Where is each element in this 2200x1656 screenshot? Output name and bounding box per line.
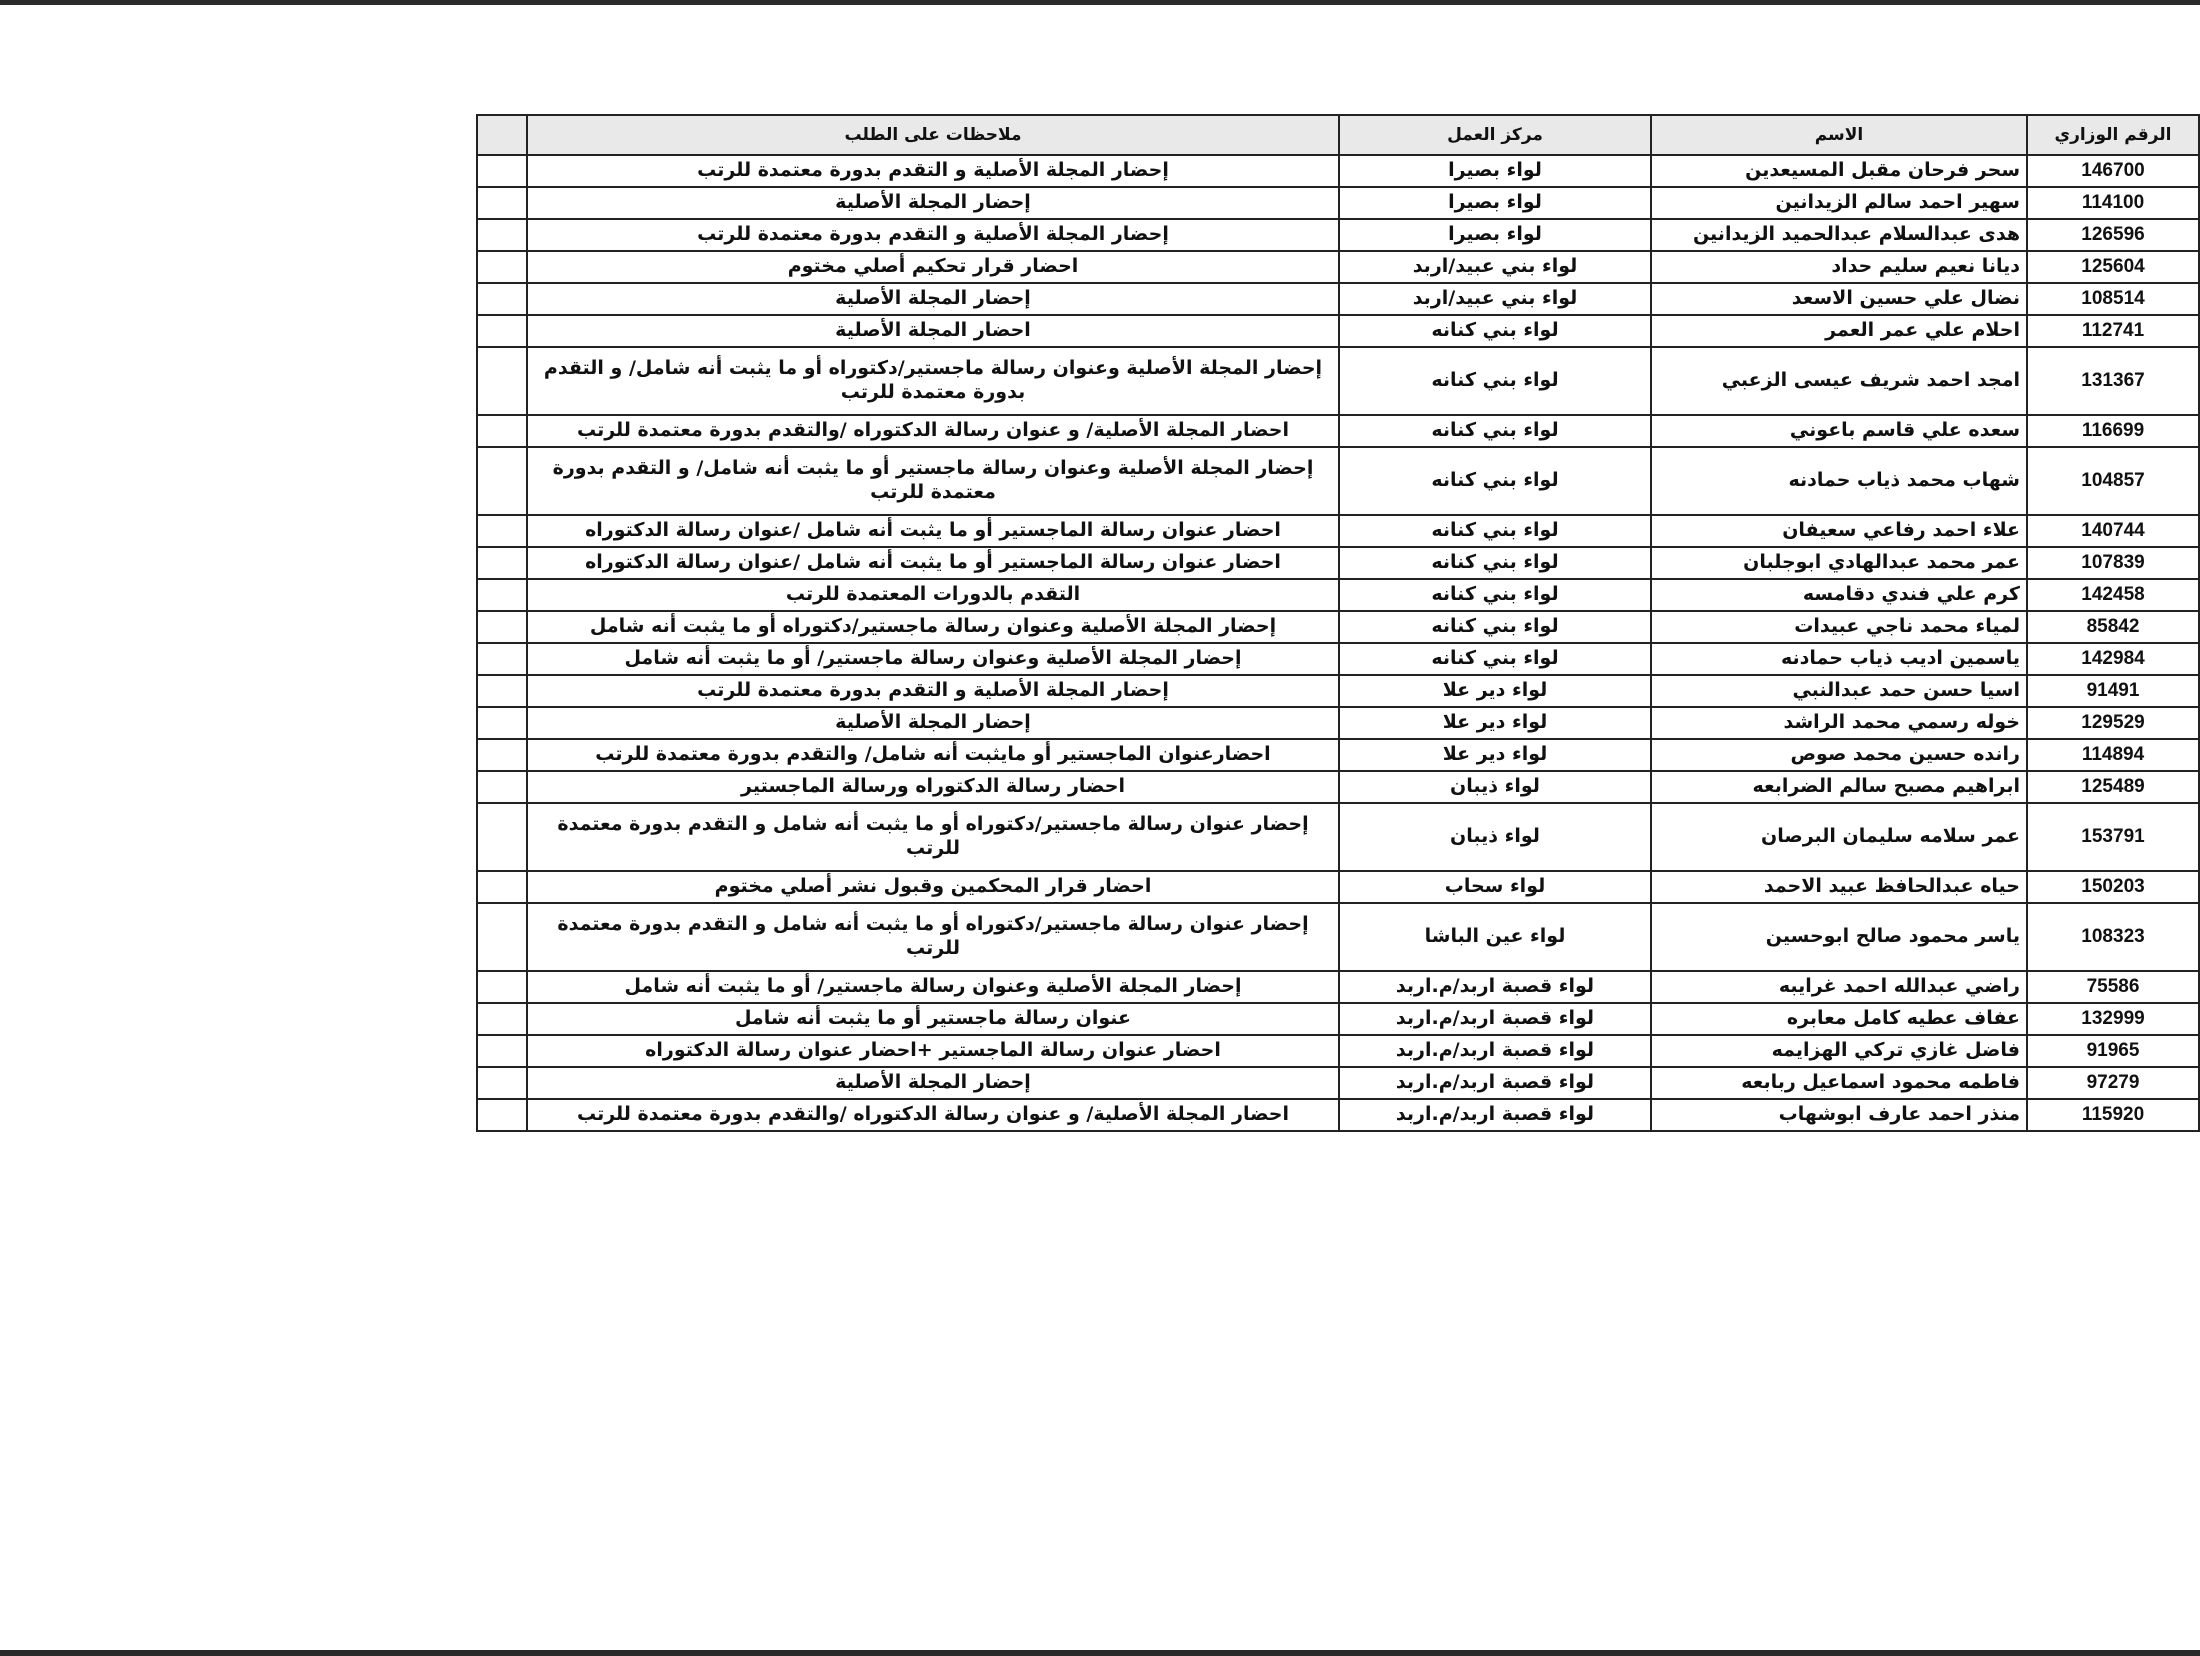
notes-cell: احضار عنوان رسالة الماجستير +احضار عنوان رسالة الدكتوراه [527, 1035, 1339, 1067]
work-center-cell: لواء بني كنانه [1339, 347, 1651, 415]
margin-cell [477, 707, 527, 739]
table-row [477, 643, 2199, 675]
ministry-number-cell: 142984 [2027, 643, 2199, 675]
work-center-cell: لواء دير علا [1339, 707, 1651, 739]
ministry-number-cell: 150203 [2027, 871, 2199, 903]
ministry-number-cell: 108514 [2027, 283, 2199, 315]
notes-cell: احضار المجلة الأصلية [527, 315, 1339, 347]
margin-cell [477, 871, 527, 903]
name-cell: ياسمين اديب ذياب حمادنه [1651, 643, 2027, 675]
margin-cell [477, 155, 527, 187]
work-center-cell: لواء سحاب [1339, 871, 1651, 903]
header-name: الاسم [1651, 115, 2027, 155]
margin-cell [477, 803, 527, 871]
ministry-number-cell: 114100 [2027, 187, 2199, 219]
margin-cell [477, 675, 527, 707]
name-cell: احلام علي عمر العمر [1651, 315, 2027, 347]
work-center-cell: لواء دير علا [1339, 739, 1651, 771]
ministry-number-cell: 115920 [2027, 1099, 2199, 1131]
ministry-number-cell: 140744 [2027, 515, 2199, 547]
scan-top-edge [0, 0, 2200, 5]
work-center-cell: لواء بني كنانه [1339, 547, 1651, 579]
margin-cell [477, 739, 527, 771]
work-center-cell: لواء ذيبان [1339, 803, 1651, 871]
name-cell: شهاب محمد ذياب حمادنه [1651, 447, 2027, 515]
name-cell: ابراهيم مصبح سالم الضرابعه [1651, 771, 2027, 803]
table-row [477, 803, 2199, 871]
name-cell: رانده حسين محمد صوص [1651, 739, 2027, 771]
name-cell: حياه عبدالحافظ عبيد الاحمد [1651, 871, 2027, 903]
notes-cell: إحضار المجلة الأصلية وعنوان رسالة ماجستير أو ما يثبت أنه شامل/ و التقدم بدورة معتمدة للرتب [527, 447, 1339, 515]
name-cell: خوله رسمي محمد الراشد [1651, 707, 2027, 739]
notes-cell: إحضار المجلة الأصلية وعنوان رسالة ماجستير/دكتوراه أو ما يثبت أنه شامل/ و التقدم بدورة معتمدة للرتب [527, 347, 1339, 415]
table-row [477, 903, 2199, 971]
roster-table [476, 114, 2200, 1132]
header-notes: ملاحظات على الطلب [527, 115, 1339, 155]
name-cell: عفاف عطيه كامل معابره [1651, 1003, 2027, 1035]
margin-cell [477, 1067, 527, 1099]
notes-cell: إحضار المجلة الأصلية وعنوان رسالة ماجستير/ أو ما يثبت أنه شامل [527, 971, 1339, 1003]
notes-cell: إحضار المجلة الأصلية [527, 1067, 1339, 1099]
notes-cell: إحضار المجلة الأصلية [527, 707, 1339, 739]
table-row [477, 707, 2199, 739]
ministry-number-cell: 153791 [2027, 803, 2199, 871]
margin-cell [477, 611, 527, 643]
table-row [477, 1035, 2199, 1067]
work-center-cell: لواء بني كنانه [1339, 315, 1651, 347]
name-cell: امجد احمد شريف عيسى الزعبي [1651, 347, 2027, 415]
work-center-cell: لواء بني عبيد/اربد [1339, 283, 1651, 315]
name-cell: ديانا نعيم سليم حداد [1651, 251, 2027, 283]
margin-cell [477, 971, 527, 1003]
ministry-number-cell: 125489 [2027, 771, 2199, 803]
margin-cell [477, 903, 527, 971]
table-row [477, 283, 2199, 315]
margin-cell [477, 251, 527, 283]
name-cell: فاضل غازي تركي الهزايمه [1651, 1035, 2027, 1067]
work-center-cell: لواء قصبة اربد/م.اربد [1339, 1099, 1651, 1131]
notes-cell: احضار عنوان رسالة الماجستير أو ما يثبت أنه شامل /عنوان رسالة الدكتوراه [527, 515, 1339, 547]
work-center-cell: لواء عين الباشا [1339, 903, 1651, 971]
notes-cell: إحضار عنوان رسالة ماجستير/دكتوراه أو ما يثبت أنه شامل و التقدم بدورة معتمدة للرتب [527, 803, 1339, 871]
notes-cell: احضار رسالة الدكتوراه ورسالة الماجستير [527, 771, 1339, 803]
name-cell: هدى عبدالسلام عبدالحميد الزيدانين [1651, 219, 2027, 251]
name-cell: كرم علي فندي دقامسه [1651, 579, 2027, 611]
name-cell: عمر سلامه سليمان البرصان [1651, 803, 2027, 871]
notes-cell: احضار المجلة الأصلية/ و عنوان رسالة الدكتوراه /والتقدم بدورة معتمدة للرتب [527, 1099, 1339, 1131]
name-cell: ياسر محمود صالح ابوحسين [1651, 903, 2027, 971]
ministry-number-cell: 116699 [2027, 415, 2199, 447]
table-row [477, 871, 2199, 903]
margin-cell [477, 515, 527, 547]
table-row [477, 739, 2199, 771]
table-row [477, 1099, 2199, 1131]
notes-cell: إحضار المجلة الأصلية وعنوان رسالة ماجستير/ أو ما يثبت أنه شامل [527, 643, 1339, 675]
ministry-number-cell: 131367 [2027, 347, 2199, 415]
margin-cell [477, 219, 527, 251]
ministry-number-cell: 129529 [2027, 707, 2199, 739]
margin-cell [477, 643, 527, 675]
work-center-cell: لواء ذيبان [1339, 771, 1651, 803]
table-row [477, 187, 2199, 219]
notes-cell: احضارعنوان الماجستير أو مايثبت أنه شامل/ والتقدم بدورة معتمدة للرتب [527, 739, 1339, 771]
ministry-number-cell: 75586 [2027, 971, 2199, 1003]
ministry-number-cell: 108323 [2027, 903, 2199, 971]
name-cell: منذر احمد عارف ابوشهاب [1651, 1099, 2027, 1131]
margin-cell [477, 1003, 527, 1035]
work-center-cell: لواء بصيرا [1339, 219, 1651, 251]
work-center-cell: لواء بني كنانه [1339, 611, 1651, 643]
work-center-cell: لواء بصيرا [1339, 187, 1651, 219]
table-row [477, 771, 2199, 803]
table-row [477, 1003, 2199, 1035]
work-center-cell: لواء دير علا [1339, 675, 1651, 707]
scan-bottom-edge [0, 1650, 2200, 1656]
margin-cell [477, 447, 527, 515]
work-center-cell: لواء بصيرا [1339, 155, 1651, 187]
header-row [477, 115, 2199, 155]
ministry-number-cell: 91965 [2027, 1035, 2199, 1067]
name-cell: سعده علي قاسم باعوني [1651, 415, 2027, 447]
margin-cell [477, 187, 527, 219]
notes-cell: إحضار عنوان رسالة ماجستير/دكتوراه أو ما يثبت أنه شامل و التقدم بدورة معتمدة للرتب [527, 903, 1339, 971]
roster-body [477, 155, 2199, 1131]
notes-cell: إحضار المجلة الأصلية وعنوان رسالة ماجستير/دكتوراه أو ما يثبت أنه شامل [527, 611, 1339, 643]
margin-cell [477, 347, 527, 415]
name-cell: عمر محمد عبدالهادي ابوجلبان [1651, 547, 2027, 579]
ministry-number-cell: 126596 [2027, 219, 2199, 251]
table-row [477, 611, 2199, 643]
table-row [477, 155, 2199, 187]
table-row [477, 971, 2199, 1003]
work-center-cell: لواء قصبة اربد/م.اربد [1339, 1067, 1651, 1099]
name-cell: راضي عبدالله احمد غرايبه [1651, 971, 2027, 1003]
header-work-center: مركز العمل [1339, 115, 1651, 155]
work-center-cell: لواء بني كنانه [1339, 447, 1651, 515]
ministry-number-cell: 125604 [2027, 251, 2199, 283]
notes-cell: التقدم بالدورات المعتمدة للرتب [527, 579, 1339, 611]
ministry-number-cell: 142458 [2027, 579, 2199, 611]
table-row [477, 1067, 2199, 1099]
ministry-number-cell: 146700 [2027, 155, 2199, 187]
name-cell: اسيا حسن حمد عبدالنبي [1651, 675, 2027, 707]
work-center-cell: لواء بني كنانه [1339, 643, 1651, 675]
notes-cell: إحضار المجلة الأصلية و التقدم بدورة معتمدة للرتب [527, 155, 1339, 187]
notes-cell: إحضار المجلة الأصلية و التقدم بدورة معتمدة للرتب [527, 219, 1339, 251]
ministry-number-cell: 107839 [2027, 547, 2199, 579]
notes-cell: احضار قرار تحكيم أصلي مختوم [527, 251, 1339, 283]
table-row [477, 347, 2199, 415]
ministry-number-cell: 112741 [2027, 315, 2199, 347]
notes-cell: احضار قرار المحكمين وقبول نشر أصلي مختوم [527, 871, 1339, 903]
margin-cell [477, 283, 527, 315]
ministry-number-cell: 91491 [2027, 675, 2199, 707]
table-row [477, 447, 2199, 515]
margin-cell [477, 579, 527, 611]
ministry-number-cell: 114894 [2027, 739, 2199, 771]
work-center-cell: لواء بني كنانه [1339, 515, 1651, 547]
table-row [477, 219, 2199, 251]
notes-cell: إحضار المجلة الأصلية و التقدم بدورة معتمدة للرتب [527, 675, 1339, 707]
name-cell: لمياء محمد ناجي عبيدات [1651, 611, 2027, 643]
roster-sheet [478, 114, 2200, 1132]
ministry-number-cell: 104857 [2027, 447, 2199, 515]
ministry-number-cell: 97279 [2027, 1067, 2199, 1099]
notes-cell: احضار عنوان رسالة الماجستير أو ما يثبت أنه شامل /عنوان رسالة الدكتوراه [527, 547, 1339, 579]
header-margin-cell [477, 115, 527, 155]
margin-cell [477, 1099, 527, 1131]
ministry-number-cell: 85842 [2027, 611, 2199, 643]
table-row [477, 315, 2199, 347]
work-center-cell: لواء بني كنانه [1339, 415, 1651, 447]
header-ministry-number: الرقم الوزاري [2027, 115, 2199, 155]
ministry-number-cell: 132999 [2027, 1003, 2199, 1035]
name-cell: سهير احمد سالم الزيدانين [1651, 187, 2027, 219]
table-row [477, 515, 2199, 547]
table-row [477, 415, 2199, 447]
notes-cell: عنوان رسالة ماجستير أو ما يثبت أنه شامل [527, 1003, 1339, 1035]
work-center-cell: لواء بني كنانه [1339, 579, 1651, 611]
notes-cell: إحضار المجلة الأصلية [527, 187, 1339, 219]
work-center-cell: لواء قصبة اربد/م.اربد [1339, 1003, 1651, 1035]
margin-cell [477, 547, 527, 579]
margin-cell [477, 415, 527, 447]
work-center-cell: لواء قصبة اربد/م.اربد [1339, 1035, 1651, 1067]
name-cell: سحر فرحان مقبل المسيعدين [1651, 155, 2027, 187]
margin-cell [477, 771, 527, 803]
table-row [477, 579, 2199, 611]
work-center-cell: لواء بني عبيد/اربد [1339, 251, 1651, 283]
margin-cell [477, 1035, 527, 1067]
table-row [477, 675, 2199, 707]
notes-cell: إحضار المجلة الأصلية [527, 283, 1339, 315]
table-row [477, 547, 2199, 579]
name-cell: فاطمه محمود اسماعيل ربابعه [1651, 1067, 2027, 1099]
margin-cell [477, 315, 527, 347]
notes-cell: احضار المجلة الأصلية/ و عنوان رسالة الدكتوراه /والتقدم بدورة معتمدة للرتب [527, 415, 1339, 447]
name-cell: علاء احمد رفاعي سعيفان [1651, 515, 2027, 547]
name-cell: نضال علي حسين الاسعد [1651, 283, 2027, 315]
work-center-cell: لواء قصبة اربد/م.اربد [1339, 971, 1651, 1003]
table-row [477, 251, 2199, 283]
